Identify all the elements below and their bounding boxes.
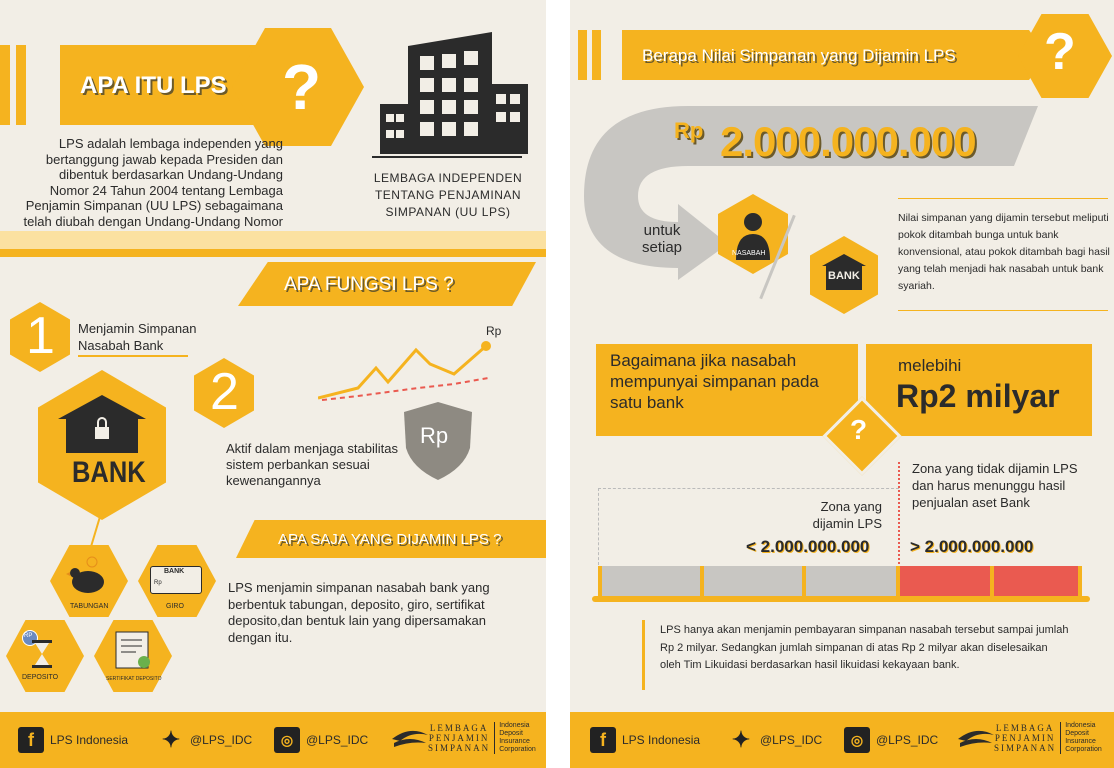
building-caption: LEMBAGA INDEPENDEN TENTANG PENJAMINAN SIMPANAN (UU LPS) bbox=[373, 171, 523, 219]
fungsi-1-number: 1 bbox=[26, 307, 55, 365]
bottom-text: LPS hanya akan menjamin pembayaran simpanan nasabah tersebut sampai jumlah Rp 2 milyar. Sedangkan jumlah simpanan di atas Rp 2 milyar akan diselesaikan oleh Tim Likuidasi berdasarkan hasil likuidasi kekayaan bank. bbox=[660, 624, 1069, 671]
zona-dijamin-value: < 2.000.000.000 bbox=[746, 537, 870, 556]
lps-logo-name bbox=[428, 723, 490, 753]
deposito-label: DEPOSITO bbox=[22, 674, 59, 681]
chicken-icon bbox=[66, 556, 112, 596]
certificate-icon bbox=[112, 630, 154, 670]
r-facebook-icon: f bbox=[590, 727, 616, 753]
zone-base bbox=[592, 596, 1090, 602]
r-lps-logo-line1: LEMBAGA bbox=[995, 723, 1055, 733]
chart-rp-label: Rp bbox=[486, 324, 502, 338]
r-question-mark: ? bbox=[1044, 23, 1076, 81]
lps-corp-line1: Indonesia bbox=[499, 722, 530, 729]
title-stripe-1 bbox=[0, 45, 10, 125]
r-facebook-link[interactable] bbox=[590, 726, 700, 754]
bank-house-icon bbox=[58, 395, 146, 453]
lps-logo-line1: LEMBAGA bbox=[429, 723, 489, 733]
hourglass-icon bbox=[32, 640, 52, 668]
lps-logo-line2: PENJAMIN bbox=[428, 733, 490, 743]
zona-tidak-value: > 2.000.000.000 bbox=[910, 537, 1034, 556]
dijamin-text: LPS menjamin simpanan nasabah bank yang berbentuk tabungan, deposito, giro, sertifikat deposito,dan bentuk lain yang dipersamakan dengan itu. bbox=[228, 580, 490, 645]
fungsi-title: APA FUNGSI LPS ? bbox=[284, 274, 454, 295]
q-diamond-mark: ? bbox=[850, 414, 868, 445]
giro-label: GIRO bbox=[166, 603, 184, 610]
lps-logo-icon bbox=[392, 725, 428, 751]
page-title: APA ITU LPS bbox=[80, 72, 227, 99]
amount-value: 2.000.000.000 bbox=[720, 118, 976, 165]
fungsi-2-text: Aktif dalam menjaga stabilitas sistem perbankan sesuai kewenangannya bbox=[226, 441, 398, 488]
zona-dijamin-label: Zona yang dijamin LPS bbox=[812, 499, 882, 531]
r-title-stripe-2 bbox=[592, 30, 601, 80]
lps-logo bbox=[392, 722, 536, 754]
r-lps-logo-name bbox=[994, 723, 1056, 753]
zone-bar-grey bbox=[598, 566, 900, 596]
lps-corp-line3: Insurance bbox=[499, 738, 530, 745]
r-lps-corp-line2: Deposit bbox=[1065, 730, 1089, 737]
r-lps-logo-corp bbox=[1060, 722, 1102, 754]
fungsi-1-underline bbox=[78, 355, 188, 357]
instagram-link[interactable] bbox=[274, 726, 368, 754]
building-underline bbox=[372, 156, 522, 158]
giro-card-bank: BANK bbox=[164, 568, 185, 575]
left-infographic-panel bbox=[0, 0, 546, 768]
r-lps-logo-line2: PENJAMIN bbox=[994, 733, 1056, 743]
r-twitter-icon: ✦ bbox=[731, 727, 751, 752]
twitter-link[interactable] bbox=[158, 726, 252, 754]
question-mark: ? bbox=[282, 51, 322, 123]
r-lps-logo-icon bbox=[958, 725, 994, 751]
dijamin-title: APA SAJA YANG DIJAMIN LPS ? bbox=[278, 531, 502, 548]
r-title-stripe-1 bbox=[578, 30, 587, 80]
r-twitter-label: @LPS_IDC bbox=[760, 733, 823, 747]
right-footer bbox=[570, 712, 1114, 768]
bottom-text-bar bbox=[642, 620, 645, 690]
facebook-label: LPS Indonesia bbox=[50, 733, 129, 747]
divider-stripe-1 bbox=[0, 231, 546, 249]
bank-small-label: BANK bbox=[828, 270, 860, 282]
nasabah-label: NASABAH bbox=[732, 250, 766, 257]
r-lps-logo bbox=[958, 722, 1102, 754]
shield-rp-label: Rp bbox=[420, 423, 449, 448]
title-stripe-2 bbox=[16, 45, 26, 125]
lps-corp-line2: Deposit bbox=[499, 730, 523, 737]
melebihi-amount: Rp2 milyar bbox=[896, 378, 1060, 414]
r-lps-corp-line4: Corporation bbox=[1065, 746, 1102, 753]
intro-text: LPS adalah lembaga independen yang bertanggung jawab kepada Presiden dan dibentuk berdasarkan Undang-Undang Nomor 24 Tahun 2004 tentang Lembaga Penjamin Simpanan (UU LPS) sebagaimana telah diubah dengan Undang-Undang Nomor bbox=[23, 136, 283, 229]
melebihi-label: melebihi bbox=[898, 356, 962, 375]
untuk-setiap: untuk setiap bbox=[641, 222, 683, 256]
r-page-title: Berapa Nilai Simpanan yang Dijamin LPS bbox=[642, 46, 956, 65]
twitter-label: @LPS_IDC bbox=[190, 733, 253, 747]
fungsi-1-text: Menjamin Simpanan Nasabah Bank bbox=[78, 321, 197, 353]
instagram-label: @LPS_IDC bbox=[306, 733, 369, 747]
nilai-bottom-line bbox=[898, 310, 1108, 311]
r-instagram-label: @LPS_IDC bbox=[876, 733, 939, 747]
right-infographic-panel bbox=[570, 0, 1114, 768]
r-facebook-label: LPS Indonesia bbox=[622, 733, 701, 747]
lps-logo-corp bbox=[494, 722, 536, 754]
r-instagram-link[interactable] bbox=[844, 726, 938, 754]
zona-tidak-label: Zona yang tidak dijamin LPS dan harus menunggu hasil penjualan aset Bank bbox=[912, 461, 1078, 510]
nilai-top-line bbox=[898, 198, 1108, 199]
r-instagram-icon: ◎ bbox=[844, 727, 870, 753]
sertifikat-label: SERTIFIKAT DEPOSITO bbox=[106, 676, 162, 682]
r-lps-logo-line3: SIMPANAN bbox=[994, 743, 1057, 753]
zone-mid-dotted bbox=[898, 462, 901, 564]
nilai-text: Nilai simpanan yang dijamin tersebut meliputi pokok ditambah bunga untuk bank konvensional, atau pokok ditambah bagi hasil yang telah menjadi hak nasabah untuk bank syariah. bbox=[898, 212, 1110, 292]
growth-chart-icon bbox=[318, 320, 498, 410]
lps-logo-line3: SIMPANAN bbox=[428, 743, 491, 753]
amount-prefix: Rp bbox=[674, 118, 704, 143]
r-lps-corp-line1: Indonesia bbox=[1065, 722, 1096, 729]
tabungan-label: TABUNGAN bbox=[70, 603, 109, 610]
instagram-icon: ◎ bbox=[274, 727, 300, 753]
left-footer bbox=[0, 712, 546, 768]
fungsi-2-number: 2 bbox=[210, 363, 239, 421]
building-icon bbox=[380, 24, 530, 174]
giro-card-rp: Rp bbox=[154, 580, 162, 586]
r-twitter-link[interactable] bbox=[728, 726, 822, 754]
facebook-link[interactable] bbox=[18, 726, 128, 754]
lps-corp-line4: Corporation bbox=[499, 746, 536, 753]
twitter-icon: ✦ bbox=[161, 727, 181, 752]
bank-label: BANK bbox=[72, 456, 146, 489]
deposito-coin-rp: RP bbox=[24, 633, 33, 639]
r-lps-corp-line3: Insurance bbox=[1065, 738, 1096, 745]
bagaimana-text: Bagaimana jika nasabah mempunyai simpanan pada satu bank bbox=[610, 351, 819, 412]
divider-stripe-2 bbox=[0, 249, 546, 257]
facebook-icon: f bbox=[18, 727, 44, 753]
